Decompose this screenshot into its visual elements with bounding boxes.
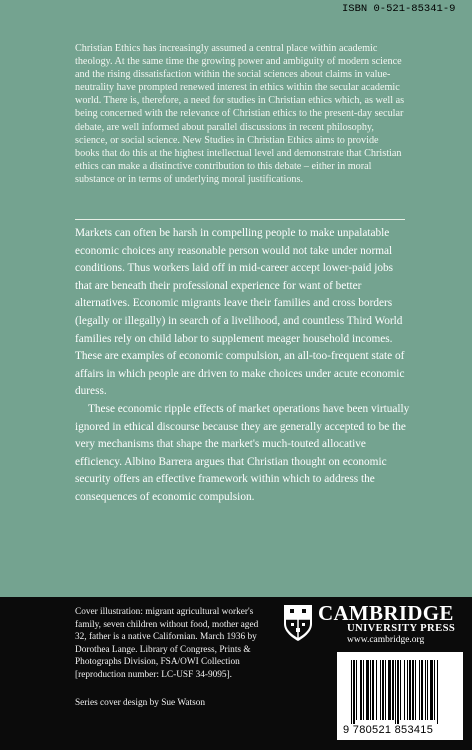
barcode [337,652,463,740]
cover-credit: Cover illustration: migrant agricultural worker's family, seven children without food, mother aged 32, father is a native Californian. March 1936 by Dorothea Lange. Library of Congress, Prints & Photographs Division, FSA/OWI Collection [reproduction number: LC-USF 34-9095]. [75,607,259,680]
barcode-bar [388,660,391,720]
series-blurb: Christian Ethics has increasingly assumed a central place within academic theology. At the same time the growing power and ambiguity of modern science and the rising dissatisfaction within the social sciences about claims in value-neutrality have prompted renewed interest in ethics within the secular academic world. There is, therefore, a need for studies in Christian ethics which, as well as being concerned with the relevance of Christian ethics to the present-day secular debate, are well informed about parallel discussions in recent philosophy, science, or social science. New Studies in Christian Ethics aims to provide books that do this at the highest intellectual level and demonstrate that Christian ethics can make a distinctive contribution to this debate – either in moral substance or in terms of underlying moral justifications. [75,43,405,185]
barcode-bar [400,660,401,720]
barcode-bar [434,660,435,720]
description-paragraph-2: These economic ripple effects of market operations have been virtually ignored in ethical discourse because they are generally accepted to be the very mechanisms that shape the market's much-touted allocative efficiency. Albino Barrera argues that Christian thought on economic security offers an effective framework within which to address the consequences of economic compulsion. [75,402,410,503]
barcode-bar [376,660,377,720]
barcode-bar [409,660,411,720]
publisher-subtitle: UNIVERSITY PRESS [347,623,456,634]
barcode-number: 9 780521 853415 [343,724,434,736]
barcode-bar [363,660,364,720]
divider-rule [75,219,405,220]
publisher-url: www.cambridge.org [347,635,425,645]
barcode-bar [430,660,433,720]
barcode-bar [427,660,428,720]
barcode-bar [395,660,396,724]
barcode-bar [382,660,384,720]
barcode-bar [437,660,438,724]
barcode-bar [366,660,369,720]
barcode-bar [392,660,394,720]
barcode-bar [419,660,420,720]
publisher-name: CAMBRIDGE [318,601,454,625]
isbn-label: ISBN 0-521-85341-9 [342,3,456,15]
cambridge-shield-icon [283,604,313,642]
series-design-credit: Series cover design by Sue Watson [75,698,205,708]
barcode-bar [425,660,426,720]
barcode-bar [351,660,352,724]
barcode-bar [385,660,386,720]
book-description [75,225,410,507]
barcode-bar [353,660,355,724]
barcode-bar [412,660,414,720]
barcode-bar [397,660,399,724]
barcode-bar [360,660,362,720]
barcode-bar [370,660,371,720]
barcode-bar [407,660,408,720]
barcode-bar [380,660,381,720]
barcode-bar [356,660,357,720]
barcode-bar [415,660,416,720]
barcode-bar [404,660,405,720]
barcode-bar [421,660,423,720]
description-paragraph-1: Markets can often be harsh in compelling people to make unpalatable economic choices any reasonable person would not take under normal conditions. Thus workers laid off in mid-career accept lower-paid jobs that are beneath their professional experience for want of better alternatives. Economic migrants leave their families and cross borders (legally or illegally) in search of a livelihood, and countless Third World families rely on child labor to supplement meager household incomes. These are examples of economic compulsion, an all-too-frequent state of affairs in which people are driven to make choices under acute economic duress. [75,227,405,398]
barcode-bar [372,660,374,720]
